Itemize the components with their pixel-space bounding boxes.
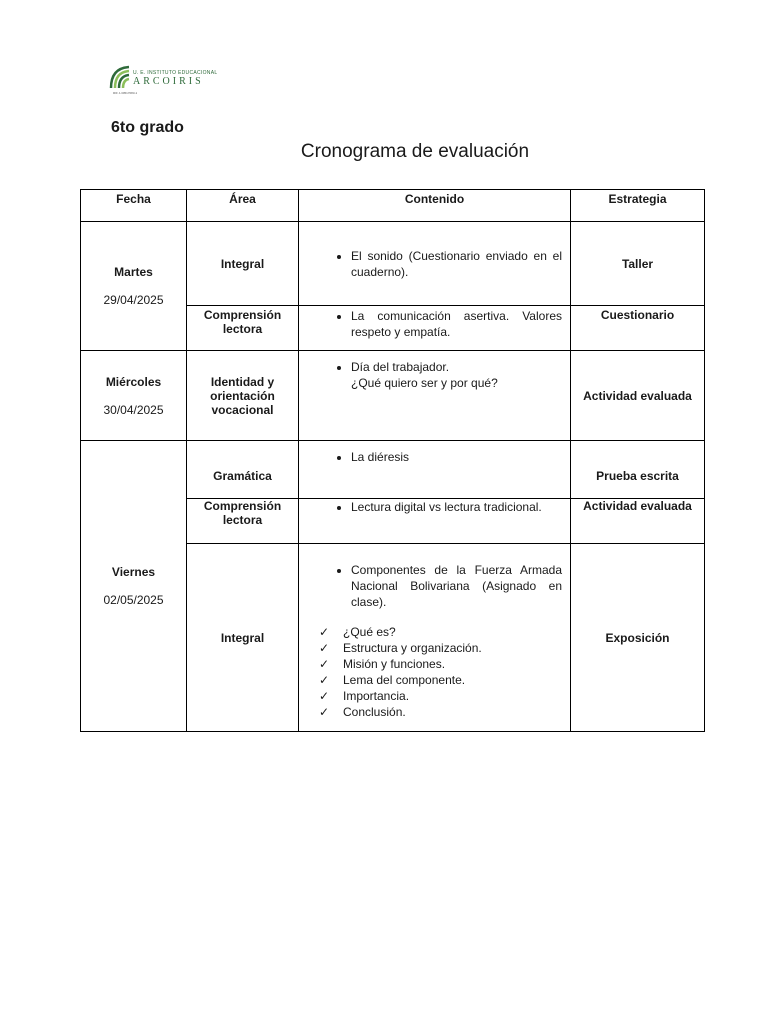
date-cell-miercoles xyxy=(81,351,187,441)
day-label: Miércoles xyxy=(105,374,162,389)
checklist-item: ✓ Importancia. xyxy=(343,688,570,704)
header-estrategia: Estrategia xyxy=(571,190,705,222)
area-cell: Integral xyxy=(187,544,299,732)
strategy-cell: Taller xyxy=(571,222,705,306)
strategy-cell: Prueba escrita xyxy=(571,441,705,499)
strategy-cell: Actividad evaluada xyxy=(571,499,705,544)
content-cell xyxy=(299,499,571,544)
strategy-cell: Actividad evaluada xyxy=(571,351,705,441)
logo-contact-info: RIF J-30517083-1 xyxy=(113,91,138,95)
content-cell xyxy=(299,222,571,306)
content-item: • Componentes de la Fuerza Armada Nacional Bolivariana (Asignado en clase). xyxy=(351,562,562,610)
area-cell: Comprensión lectora xyxy=(187,306,299,351)
date-cell-martes xyxy=(81,222,187,351)
strategy-cell: Cuestionario xyxy=(571,306,705,351)
strategy-cell: Exposición xyxy=(571,544,705,732)
content-cell xyxy=(299,351,571,441)
area-cell: Integral xyxy=(187,222,299,306)
area-cell: Gramática xyxy=(187,441,299,499)
content-item: • Día del trabajador. xyxy=(351,359,562,375)
header-area: Área xyxy=(187,190,299,222)
day-label: Martes xyxy=(114,265,153,279)
area-cell: Identidad y orientación vocacional xyxy=(187,351,299,441)
content-item: • La comunicación asertiva. Valores respeto y empatía. xyxy=(351,308,562,340)
content-item: • Lectura digital vs lectura tradicional. xyxy=(351,499,562,515)
checklist-item: ✓ Lema del componente. xyxy=(343,672,570,688)
school-logo xyxy=(109,64,218,98)
area-cell: Comprensión lectora xyxy=(187,499,299,544)
date-cell-viernes xyxy=(81,441,187,732)
evaluation-schedule-table xyxy=(80,189,705,732)
content-item: • La diéresis xyxy=(351,449,562,465)
date-label: 02/05/2025 xyxy=(103,593,164,607)
header-fecha: Fecha xyxy=(81,190,187,222)
content-cell xyxy=(299,441,571,499)
grade-label: 6to grado xyxy=(111,119,184,136)
checklist xyxy=(299,624,570,720)
date-label: 29/04/2025 xyxy=(103,293,164,307)
checklist-item: ✓ Misión y funciones. xyxy=(343,656,570,672)
checklist-item: ✓ ¿Qué es? xyxy=(343,624,570,640)
logo-school-name: ARCOIRIS xyxy=(133,76,204,87)
page-title: Cronograma de evaluación xyxy=(300,141,530,162)
content-cell xyxy=(299,306,571,351)
date-label: 30/04/2025 xyxy=(103,402,164,417)
logo-institution-name: U. E. INSTITUTO EDUCACIONAL xyxy=(133,70,218,76)
day-label: Viernes xyxy=(111,565,156,579)
rainbow-logo-icon xyxy=(109,64,131,90)
content-cell xyxy=(299,544,571,732)
checklist-item: ✓ Conclusión. xyxy=(343,704,570,720)
checklist-item: ✓ Estructura y organización. xyxy=(343,640,570,656)
table-row xyxy=(81,351,705,441)
header-contenido: Contenido xyxy=(299,190,571,222)
content-item: ¿Qué quiero ser y por qué? xyxy=(351,376,498,390)
table-row xyxy=(81,441,705,499)
table-row xyxy=(81,222,705,306)
table-header-row xyxy=(81,190,705,222)
content-item: • El sonido (Cuestionario enviado en el cuaderno). xyxy=(351,248,562,280)
